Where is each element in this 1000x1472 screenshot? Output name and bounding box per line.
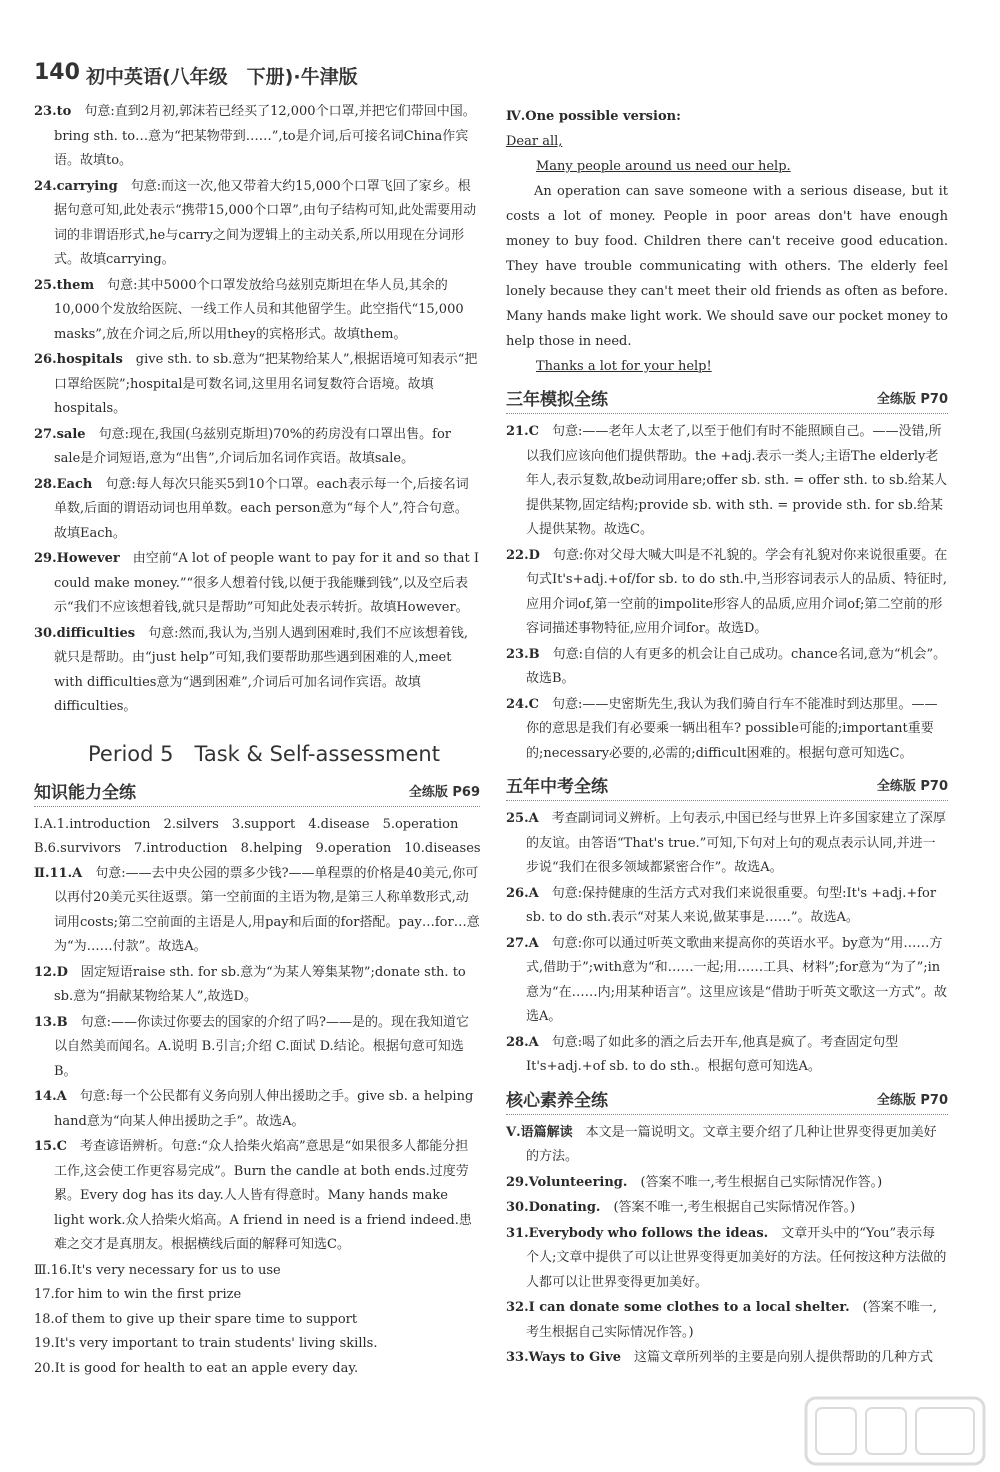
answer-line: Ⅲ.16.It's very necessary for us to use: [34, 1262, 281, 1278]
answer-item: 24.carrying 句意:而这一次,他又带着大约15,000个口罩飞回了家乡。根据句意可知,此处表示“携带15,000个口罩”,由句子结构可知,此处需要用动词的非谓语形式,he与carry之间为逻辑上的主动关系,所以用现在分词形式。故填carrying。: [34, 178, 477, 267]
period-title: Period 5 Task & Self-assessment: [88, 741, 440, 766]
answer-item: 25.them 句意:其中5000个口罩发放给乌兹别克斯坦在华人员,其余的10,000个发放给医院、一线工作人员和其他留学生。此空指代“15,000 masks”,放在介词之后,所以用they的宾格形式。故填them。: [34, 277, 464, 342]
answer-item: 24.C 句意:——史密斯先生,我认为我们骑自行车不能准时到达那里。——你的意思是我们有必要乘一辆出租车? possible可能的;important重要的;necessary必要的,必需的;difficult困难的。根据句意可知选C。: [506, 696, 938, 761]
answer-item: 28.Each 句意:每人每次只能买5到10个口罩。each表示每一个,后接名词单数,后面的谓语动词也用单数。each person意为“每个人”,符合句意。故填Each。: [34, 476, 469, 541]
answer-item: 14.A 句意:每一个公民都有义务向别人伸出援助之手。give sb. a helping hand意为“向某人伸出援助之手”。故选A。: [34, 1089, 474, 1129]
answer-item: 32.I can donate some clothes to a local shelter. (答案不唯一,考生根据自己实际情况作答。): [506, 1300, 937, 1340]
answer-item: 27.sale 句意:现在,我国(乌兹别克斯坦)70%的药房没有口罩出售。for sale是介词短语,意为“出售”,介词后加名词作宾语。故填sale。: [34, 426, 451, 466]
writing-closing: Thanks a lot for your help!: [536, 359, 712, 374]
answer-item: 15.C 考查谚语辨析。句意:“众人拾柴火焰高”意思是“如果很多人都能分担工作,这会使工作更容易完成”。Burn the candle at both ends.过度劳累。Every dog has its day.人人皆有得意时。Many hands make light work.众人拾柴火焰高。A friend in need is a friend indeed.患难之交才是真朋友。根据横线后面的解释可知选C。: [34, 1139, 472, 1252]
right-column: [506, 104, 948, 1372]
answer-item: 21.C 句意:——老年人太老了,以至于他们有时不能照顾自己。——没错,所以我们应该向他们提供帮助。the +adj.表示一类人;主语The elderly老年人,表示复数,故be动词用are;offer sb. sth. = offer sth. to sb.给某人提供某物,固定结构;provide sb. with sth. = provide sth. for sb.给某人提供某物。故选C。: [506, 424, 948, 537]
writing-topic: Many people around us need our help.: [536, 159, 791, 174]
section-edition: 全练版 P69: [403, 781, 480, 800]
answer-item: 23.to 句意:直到2月初,郭沫若已经买了12,000个口罩,并把它们带回中国。bring sth. to…意为“把某物带到……”,to是介词,后可接名词China作宾语。故填to。: [34, 104, 476, 168]
answer-item: 27.A 句意:你可以通过听英文歌曲来提高你的英语水平。by意为“用……方式,借助于”;with意为“和……一起;用……工具、材料”;for意为“为了”;in意为“在……内;用某种语言”。这里应该是“借助于听英文歌这一方式”。故选A。: [506, 935, 947, 1024]
answer-item: 25.A 考查副词词义辨析。上句表示,中国已经与世界上许多国家建立了深厚的友谊。由答语“That's true.”可知,下句对上句的观点表示认同,并进一步说“我们在很多领域都紧密合作”。故选A。: [506, 811, 946, 875]
answer-item: 12.D 固定短语raise sth. for sb.意为“为某人筹集某物”;donate sth. to sb.意为“捐献某物给某人”,故选D。: [34, 964, 466, 1004]
answer-line: 18.of them to give up their spare time to support: [34, 1311, 358, 1327]
section-header-zhishi: [34, 778, 480, 807]
answer-line: B.6.survivors 7.introduction 8.helping 9.operation 10.diseases: [34, 841, 481, 856]
section-name: 三年模拟全练: [506, 385, 614, 410]
watermark-logo: [800, 1392, 990, 1470]
writing-body: An operation can save someone with a serious disease, but it costs a lot of money. People in poor areas don't have enough money to buy food. Children there can't receive good education. They have trouble communicating with others. The elderly feel lonely because they can't meet their old friends as often as before. Many hands make light work. We should save our pocket money to help those in need.: [506, 184, 948, 349]
section-edition: 全练版 P70: [871, 388, 948, 407]
answer-line: Ⅰ.A.1.introduction 2.silvers 3.support 4.disease 5.operation: [34, 816, 459, 832]
section-name: 五年中考全练: [506, 772, 614, 797]
reading-intro: Ⅴ.语篇解读 本文是一篇说明文。文章主要介绍了几种让世界变得更加美好的方法。: [506, 1124, 937, 1164]
writing-label: Ⅳ.One possible version:: [506, 109, 681, 124]
answer-item: 33.Ways to Give 这篇文章所列举的主要是向别人提供帮助的几种方式: [506, 1350, 934, 1365]
answer-line: 20.It is good for health to eat an apple every day.: [34, 1360, 359, 1376]
answer-item: 28.A 句意:喝了如此多的酒之后去开车,他真是疯了。考查固定句型It's+adj.+of sb. to do sth.。根据句意可知选A。: [506, 1034, 899, 1074]
writing-greeting: Dear all,: [506, 134, 563, 149]
page-header: [34, 60, 504, 92]
answer-item: 30.difficulties 句意:然而,我认为,当别人遇到困难时,我们不应该想着钱,就只是帮助。由“just help”可知,我们要帮助那些遇到困难的人,meet with difficulties意为“遇到困难”,介词后可加名词作宾语。故填difficulties。: [34, 625, 469, 714]
book-title: 初中英语(八年级 下册)·牛津版: [86, 66, 358, 88]
section-name: 核心素养全练: [506, 1086, 614, 1111]
section-name: 知识能力全练: [34, 778, 142, 803]
answer-item: 29.However 由空前“A lot of people want to pay for it and so that I could make money.”“很多人想着付钱,以便于我能赚到钱”,以及空后表示“我们不应该想着钱,就只是帮助”可知此处表示转折。故填However。: [34, 551, 480, 615]
answer-item: 13.B 句意:——你读过你要去的国家的介绍了吗?——是的。现在我知道它以自然美而闻名。A.说明 B.引言;介绍 C.面试 D.结论。根据句意可知选B。: [34, 1014, 469, 1079]
section-header-hexin: [506, 1086, 948, 1115]
section-header-wunian: [506, 772, 948, 801]
left-column: [34, 100, 480, 1381]
section-edition: 全练版 P70: [871, 775, 948, 794]
answer-line: 17.for him to win the first prize: [34, 1287, 242, 1302]
page-number: 140: [34, 60, 80, 85]
answer-item: 29.Volunteering. (答案不唯一,考生根据自己实际情况作答。): [506, 1174, 883, 1190]
answer-line: 19.It's very important to train students' living skills.: [34, 1336, 378, 1351]
answer-item: 26.hospitals give sth. to sb.意为“把某物给某人”,根据语境可知表示“把口罩给医院”;hospital是可数名词,这里用名词复数符合语境。故填hospitals。: [34, 352, 478, 416]
answer-item: 31.Everybody who follows the ideas. 文章开头中的“You”表示每个人;文章中提供了可以让世界变得更加美好的方法。任何按这种方法做的人都可以让世界变得更加美好。: [506, 1225, 947, 1290]
answer-item: 26.A 句意:保持健康的生活方式对我们来说很重要。句型:It's +adj.+for sb. to do sth.表示“对某人来说,做某事是……”。故选A。: [506, 885, 937, 925]
answer-item: 22.D 句意:你对父母大喊大叫是不礼貌的。学会有礼貌对你来说很重要。在句式It's+adj.+of/for sb. to do sth.中,当形容词表示人的品质、特征时,应用介词of,第一空前的impolite形容人的品质,应用介词of;第二空前的形容词描述事物特征,应用介词for。故选D。: [506, 547, 948, 636]
section-edition: 全练版 P70: [871, 1089, 948, 1108]
answer-item: 30.Donating. (答案不唯一,考生根据自己实际情况作答。): [506, 1200, 856, 1215]
answer-item: 23.B 句意:自信的人有更多的机会让自己成功。chance名词,意为“机会”。故选B。: [506, 646, 947, 686]
answer-item: Ⅱ.11.A 句意:——去中央公园的票多少钱?——单程票的价格是40美元,你可以再付20美元买往返票。第一空前面的主语为物,是第三人称单数形式,动词用costs;第二空前面的主语是人,用pay和后面的for搭配。pay…for…意为“为……付款”。故选A。: [34, 865, 480, 954]
section-header-sannian: [506, 385, 948, 414]
